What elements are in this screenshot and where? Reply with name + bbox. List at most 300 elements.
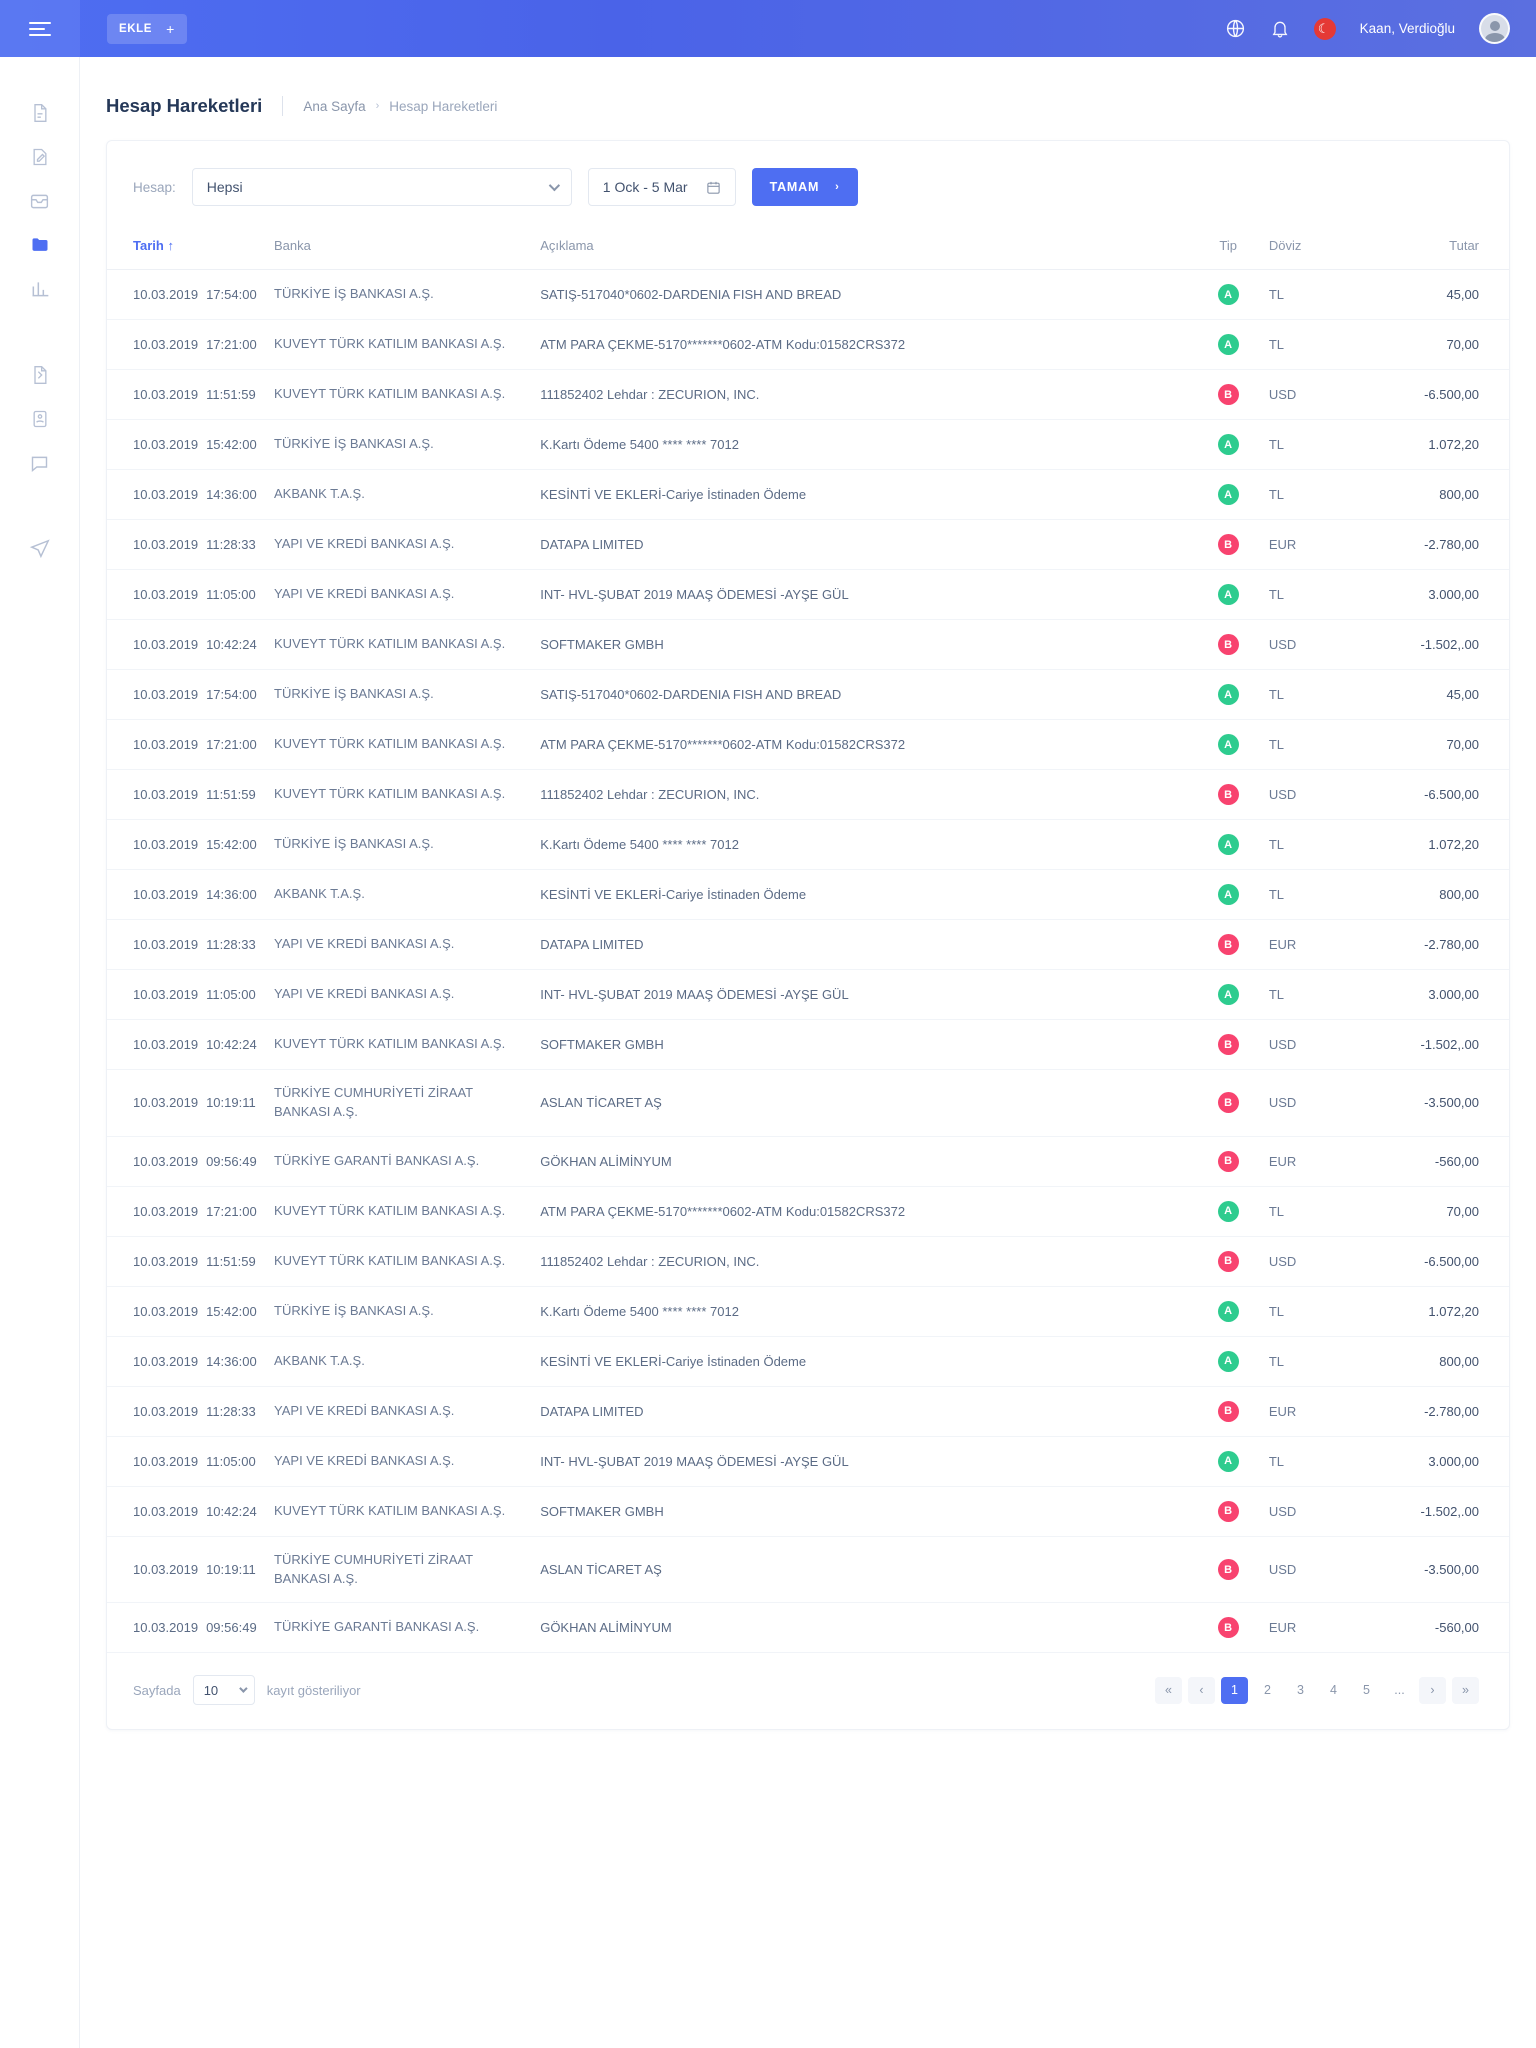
page-size-value: 10 [203,1682,219,1698]
calendar-icon [706,180,721,195]
table-row[interactable] [107,470,1509,520]
time-value: 15:42:00 [206,837,257,852]
hamburger-bar [29,22,51,24]
cell-type [1187,920,1268,970]
table-row[interactable] [107,370,1509,420]
time-value: 14:36:00 [206,487,257,502]
cell-description: GÖKHAN ALİMİNYUM [540,1136,1187,1186]
cell-date [107,1186,274,1236]
status-badge: B [1218,1151,1239,1172]
pagination-page-5[interactable]: 5 [1363,1683,1370,1698]
cell-amount: 70,00 [1363,1186,1509,1236]
status-badge: A [1218,284,1239,305]
time-value: 11:51:59 [206,387,256,402]
status-badge: B [1218,1617,1239,1638]
table-row[interactable] [107,570,1509,620]
table-row[interactable] [107,1603,1509,1653]
cell-currency: TL [1269,870,1363,920]
cell-bank: TÜRKİYE CUMHURİYETİ ZİRAAT BANKASI A.Ş. [274,1070,540,1137]
date-value: 10.03.2019 [133,887,199,902]
pagination-last[interactable]: » [1452,1677,1479,1704]
cell-type [1187,1486,1268,1536]
cell-type [1187,620,1268,670]
chevron-right-icon: › [835,181,840,193]
date-value: 10.03.2019 [133,437,199,452]
cell-type [1187,420,1268,470]
breadcrumb-current: Hesap Hareketleri [389,98,498,114]
cell-currency: TL [1269,420,1363,470]
table-row[interactable] [107,1536,1509,1603]
cell-bank: YAPI VE KREDİ BANKASI A.Ş. [274,1436,540,1486]
table-row[interactable] [107,970,1509,1020]
time-value: 10:19:11 [206,1562,256,1578]
cell-amount: 3.000,00 [1363,970,1509,1020]
time-value: 17:21:00 [206,337,257,352]
status-badge: A [1218,1351,1239,1372]
cell-description: ATM PARA ÇEKME-5170*******0602-ATM Kodu:01582CRS372 [540,1186,1187,1236]
flag-glyph: ☾ [1317,21,1330,36]
cell-bank: AKBANK T.A.Ş. [274,1336,540,1386]
cell-amount: 1.072,20 [1363,420,1509,470]
column-header-description[interactable]: Açıklama [540,228,1187,270]
status-badge: A [1218,334,1239,355]
time-value: 11:28:33 [206,937,256,952]
cell-bank: YAPI VE KREDİ BANKASI A.Ş. [274,520,540,570]
time-value: 14:36:00 [206,887,257,902]
time-value: 17:54:00 [206,287,257,302]
cell-type [1187,1536,1268,1603]
avatar[interactable] [1479,13,1510,44]
cell-amount: -2.780,00 [1363,520,1509,570]
cell-bank: TÜRKİYE GARANTİ BANKASI A.Ş. [274,1136,540,1186]
column-header-date-label: Tarih [133,238,164,253]
status-badge: B [1218,1251,1239,1272]
time-value: 10:42:24 [206,1037,257,1052]
status-badge: A [1218,684,1239,705]
cell-amount: 1.072,20 [1363,1286,1509,1336]
cell-bank: TÜRKİYE İŞ BANKASI A.Ş. [274,1286,540,1336]
cell-amount: 70,00 [1363,720,1509,770]
date-value: 10.03.2019 [133,487,199,502]
cell-date [107,920,274,970]
page-title: Hesap Hareketleri [106,95,263,116]
table-row[interactable] [107,1186,1509,1236]
cell-bank: AKBANK T.A.Ş. [274,870,540,920]
top-bar-actions [1225,13,1536,44]
cell-bank: KUVEYT TÜRK KATILIM BANKASI A.Ş. [274,320,540,370]
cell-description: DATAPA LIMITED [540,1386,1187,1436]
pagination-page-4[interactable]: 4 [1330,1683,1337,1698]
date-value: 10.03.2019 [133,1153,199,1169]
date-value: 10.03.2019 [133,1353,199,1369]
cell-bank: YAPI VE KREDİ BANKASI A.Ş. [274,970,540,1020]
cell-date [107,1386,274,1436]
cell-type [1187,370,1268,420]
cell-amount: -2.780,00 [1363,920,1509,970]
table-body [107,270,1509,1653]
cell-description: K.Kartı Ödeme 5400 **** **** 7012 [540,1286,1187,1336]
cell-amount: 800,00 [1363,470,1509,520]
table-header [107,228,1509,270]
cell-amount: 1.072,20 [1363,820,1509,870]
date-range-input[interactable] [588,168,736,206]
time-value: 09:56:49 [206,1153,257,1169]
user-name[interactable]: Kaan, Verdioğlu [1359,21,1455,36]
cell-date [107,1070,274,1137]
top-bar [0,0,1536,57]
cell-date [107,620,274,670]
date-value: 10.03.2019 [133,1095,199,1111]
cell-type [1187,720,1268,770]
time-value: 15:42:00 [206,1303,257,1319]
cell-bank: TÜRKİYE CUMHURİYETİ ZİRAAT BANKASI A.Ş. [274,1536,540,1603]
divider [282,96,283,116]
table-row[interactable] [107,1020,1509,1070]
date-value: 10.03.2019 [133,1203,199,1219]
cell-amount: -6.500,00 [1363,1236,1509,1286]
cell-type [1187,1286,1268,1336]
cell-description: GÖKHAN ALİMİNYUM [540,1603,1187,1653]
sidebar-group-primary [0,91,79,311]
status-badge: A [1218,1201,1239,1222]
sidebar-group-secondary [0,353,79,485]
cell-amount: -6.500,00 [1363,370,1509,420]
date-value: 10.03.2019 [133,1037,199,1052]
page-header [80,57,1536,117]
pagination-page-2[interactable]: 2 [1264,1683,1271,1698]
table-row[interactable] [107,820,1509,870]
time-value: 11:51:59 [206,787,256,802]
cell-currency: USD [1269,370,1363,420]
cell-date [107,670,274,720]
transactions-card [106,140,1510,1730]
pagination-page-1[interactable]: 1 [1221,1677,1248,1704]
status-badge: B [1218,1092,1239,1113]
turkey-flag-icon[interactable] [1314,18,1336,40]
pagination-first[interactable]: « [1155,1677,1182,1704]
date-value: 10.03.2019 [133,1562,199,1578]
cell-date [107,370,274,420]
table-row[interactable] [107,670,1509,720]
cell-type [1187,820,1268,870]
cell-type [1187,1386,1268,1436]
status-badge: A [1218,484,1239,505]
sidebar-divider [0,311,79,353]
chevron-right-icon: › [375,100,380,112]
cell-amount: -3.500,00 [1363,1536,1509,1603]
cell-currency: EUR [1269,1386,1363,1436]
cell-currency: TL [1269,720,1363,770]
cell-bank: KUVEYT TÜRK KATILIM BANKASI A.Ş. [274,370,540,420]
cell-description: KESİNTİ VE EKLERİ-Cariye İstinaden Ödeme [540,470,1187,520]
date-value: 10.03.2019 [133,687,199,702]
cell-bank: TÜRKİYE GARANTİ BANKASI A.Ş. [274,1603,540,1653]
sidebar-item-folder[interactable] [0,223,80,267]
table-row[interactable] [107,920,1509,970]
breadcrumb-home[interactable]: Ana Sayfa [303,98,366,114]
cell-description: 111852402 Lehdar : ZECURION, INC. [540,1236,1187,1286]
cell-bank: KUVEYT TÜRK KATILIM BANKASI A.Ş. [274,770,540,820]
cell-currency: TL [1269,470,1363,520]
plus-icon: + [166,20,175,37]
status-badge: B [1218,534,1239,555]
time-value: 15:42:00 [206,437,257,452]
table-row[interactable] [107,1136,1509,1186]
cell-description: SOFTMAKER GMBH [540,1020,1187,1070]
date-value: 10.03.2019 [133,1503,199,1519]
table-row[interactable] [107,1336,1509,1386]
date-value: 10.03.2019 [133,937,199,952]
cell-type [1187,1070,1268,1137]
time-value: 10:42:24 [206,637,257,652]
cell-currency: TL [1269,570,1363,620]
table-row[interactable] [107,1236,1509,1286]
table-row[interactable] [107,420,1509,470]
sidebar-item-send[interactable] [0,527,80,571]
date-value: 10.03.2019 [133,387,199,402]
cell-currency: USD [1269,770,1363,820]
hamburger-bar [29,34,51,36]
cell-date [107,1486,274,1536]
cell-date [107,470,274,520]
cell-amount: -3.500,00 [1363,1070,1509,1137]
time-value: 17:21:00 [206,737,257,752]
cell-type [1187,670,1268,720]
cell-description: K.Kartı Ödeme 5400 **** **** 7012 [540,420,1187,470]
cell-currency: USD [1269,1486,1363,1536]
cell-date [107,570,274,620]
cell-amount: 3.000,00 [1363,1436,1509,1486]
cell-currency: TL [1269,270,1363,320]
hamburger-icon[interactable] [0,0,80,57]
cell-bank: KUVEYT TÜRK KATILIM BANKASI A.Ş. [274,620,540,670]
cell-currency: EUR [1269,920,1363,970]
cell-bank: YAPI VE KREDİ BANKASI A.Ş. [274,1386,540,1436]
date-value: 10.03.2019 [133,287,199,302]
cell-description: SATIŞ-517040*0602-DARDENIA FISH AND BREAD [540,670,1187,720]
sidebar-group-tertiary [0,527,79,571]
cell-date [107,970,274,1020]
status-badge: B [1218,1559,1239,1580]
cell-date [107,1020,274,1070]
hamburger-bar [29,28,45,30]
status-badge: B [1218,934,1239,955]
time-value: 14:36:00 [206,1353,257,1369]
cell-description: SATIŞ-517040*0602-DARDENIA FISH AND BREAD [540,270,1187,320]
cell-currency: TL [1269,1286,1363,1336]
table-row[interactable] [107,870,1509,920]
chevron-down-icon [239,1685,247,1693]
cell-description: ATM PARA ÇEKME-5170*******0602-ATM Kodu:01582CRS372 [540,320,1187,370]
table-row[interactable] [107,620,1509,670]
page-size-select[interactable] [193,1675,255,1705]
cell-type [1187,1186,1268,1236]
sidebar-divider [0,485,79,527]
cell-type [1187,1436,1268,1486]
date-value: 10.03.2019 [133,1403,199,1419]
cell-amount: -6.500,00 [1363,770,1509,820]
table-row[interactable] [107,1070,1509,1137]
date-value: 10.03.2019 [133,1253,199,1269]
cell-description: ATM PARA ÇEKME-5170*******0602-ATM Kodu:01582CRS372 [540,720,1187,770]
cell-bank: TÜRKİYE İŞ BANKASI A.Ş. [274,420,540,470]
pagination-ellipsis: ... [1394,1683,1405,1698]
table-header-row [107,228,1509,270]
chevron-down-icon [549,180,560,191]
cell-currency: USD [1269,1070,1363,1137]
page-content [80,57,1536,1730]
cell-bank: TÜRKİYE İŞ BANKASI A.Ş. [274,270,540,320]
time-value: 11:28:33 [206,537,256,552]
cell-date [107,1603,274,1653]
sidebar [0,57,80,2048]
time-value: 09:56:49 [206,1620,257,1636]
cell-currency: EUR [1269,1603,1363,1653]
column-header-amount[interactable]: Tutar [1363,228,1509,270]
table-row[interactable] [107,320,1509,370]
column-header-date[interactable] [107,228,274,270]
table-row[interactable] [107,720,1509,770]
cell-date [107,520,274,570]
add-button-label: EKLE [119,22,153,35]
cell-date [107,720,274,770]
date-value: 10.03.2019 [133,737,199,752]
time-value: 11:05:00 [206,987,256,1002]
cell-date [107,870,274,920]
cell-currency: USD [1269,1536,1363,1603]
cell-amount: -1.502,.00 [1363,1020,1509,1070]
date-value: 10.03.2019 [133,1620,199,1636]
cell-amount: 45,00 [1363,270,1509,320]
status-badge: B [1218,384,1239,405]
sidebar-item-chat[interactable] [0,441,80,485]
column-header-currency[interactable]: Döviz [1269,228,1363,270]
status-badge: A [1218,984,1239,1005]
cell-type [1187,970,1268,1020]
cell-date [107,420,274,470]
status-badge: B [1218,1034,1239,1055]
column-header-bank[interactable]: Banka [274,228,540,270]
time-value: 11:05:00 [206,1453,256,1469]
table-row[interactable] [107,770,1509,820]
sidebar-item-pdf-file[interactable] [0,91,80,135]
cell-description: DATAPA LIMITED [540,920,1187,970]
cell-bank: KUVEYT TÜRK KATILIM BANKASI A.Ş. [274,1186,540,1236]
date-value: 10.03.2019 [133,787,199,802]
time-value: 10:19:11 [206,1095,256,1111]
pagination-next[interactable]: › [1419,1677,1446,1704]
cell-bank: KUVEYT TÜRK KATILIM BANKASI A.Ş. [274,720,540,770]
sidebar-item-inbox[interactable] [0,179,80,223]
cell-description: SOFTMAKER GMBH [540,1486,1187,1536]
cell-amount: -2.780,00 [1363,1386,1509,1436]
cell-type [1187,870,1268,920]
status-badge: A [1218,834,1239,855]
cell-description: 111852402 Lehdar : ZECURION, INC. [540,770,1187,820]
time-value: 11:51:59 [206,1253,256,1269]
cell-bank: YAPI VE KREDİ BANKASI A.Ş. [274,920,540,970]
table-row[interactable] [107,1436,1509,1486]
cell-currency: TL [1269,970,1363,1020]
cell-currency: TL [1269,1186,1363,1236]
sidebar-item-edit-document[interactable] [0,135,80,179]
cell-bank: KUVEYT TÜRK KATILIM BANKASI A.Ş. [274,1020,540,1070]
status-badge: B [1218,634,1239,655]
cell-date [107,1336,274,1386]
cell-bank: KUVEYT TÜRK KATILIM BANKASI A.Ş. [274,1236,540,1286]
status-badge: A [1218,584,1239,605]
cell-bank: KUVEYT TÜRK KATILIM BANKASI A.Ş. [274,1486,540,1536]
status-badge: B [1218,1501,1239,1522]
account-filter-label: Hesap: [133,179,176,195]
cell-description: DATAPA LIMITED [540,520,1187,570]
status-badge: A [1218,1301,1239,1322]
transactions-table [107,228,1509,1653]
globe-icon[interactable] [1225,18,1246,39]
cell-description: ASLAN TİCARET AŞ [540,1536,1187,1603]
add-button[interactable] [107,14,187,44]
table-row[interactable] [107,1486,1509,1536]
account-select[interactable] [192,168,572,206]
breadcrumb [303,99,497,114]
pagination-prev[interactable]: ‹ [1188,1677,1215,1704]
cell-description: INT- HVL-ŞUBAT 2019 MAAŞ ÖDEMESİ -AYŞE GÜL [540,570,1187,620]
table-footer [107,1653,1509,1729]
date-value: 10.03.2019 [133,987,199,1002]
cell-currency: USD [1269,1020,1363,1070]
status-badge: A [1218,884,1239,905]
cell-date [107,820,274,870]
sidebar-item-id-card[interactable] [0,397,80,441]
records-label: kayıt gösteriliyor [266,1682,361,1698]
date-range-value: 1 Ock - 5 Mar [602,179,688,195]
status-badge: B [1218,784,1239,805]
page-size-label: Sayfada [133,1682,181,1698]
cell-date [107,1136,274,1186]
bell-icon[interactable] [1270,19,1290,39]
cell-type [1187,520,1268,570]
table-row[interactable] [107,1286,1509,1336]
table-row[interactable] [107,270,1509,320]
status-badge: A [1218,434,1239,455]
cell-type [1187,1136,1268,1186]
cell-description: SOFTMAKER GMBH [540,620,1187,670]
cell-bank: TÜRKİYE İŞ BANKASI A.Ş. [274,820,540,870]
pagination [1155,1677,1479,1704]
sidebar-item-chart[interactable] [0,267,80,311]
apply-filter-button[interactable] [752,168,858,206]
status-badge: A [1218,1451,1239,1472]
cell-type [1187,320,1268,370]
cell-amount: 70,00 [1363,320,1509,370]
sidebar-item-export-file[interactable] [0,353,80,397]
cell-description: 111852402 Lehdar : ZECURION, INC. [540,370,1187,420]
cell-currency: TL [1269,1436,1363,1486]
time-value: 17:54:00 [206,687,257,702]
table-row[interactable] [107,1386,1509,1436]
column-header-type[interactable]: Tip [1187,228,1268,270]
pagination-page-3[interactable]: 3 [1297,1683,1304,1698]
cell-amount: -1.502,.00 [1363,1486,1509,1536]
cell-description: INT- HVL-ŞUBAT 2019 MAAŞ ÖDEMESİ -AYŞE GÜL [540,1436,1187,1486]
account-select-value: Hepsi [206,179,243,195]
table-row[interactable] [107,520,1509,570]
cell-date [107,1436,274,1486]
cell-amount: 800,00 [1363,870,1509,920]
cell-date [107,270,274,320]
cell-type [1187,1236,1268,1286]
cell-date [107,1286,274,1336]
